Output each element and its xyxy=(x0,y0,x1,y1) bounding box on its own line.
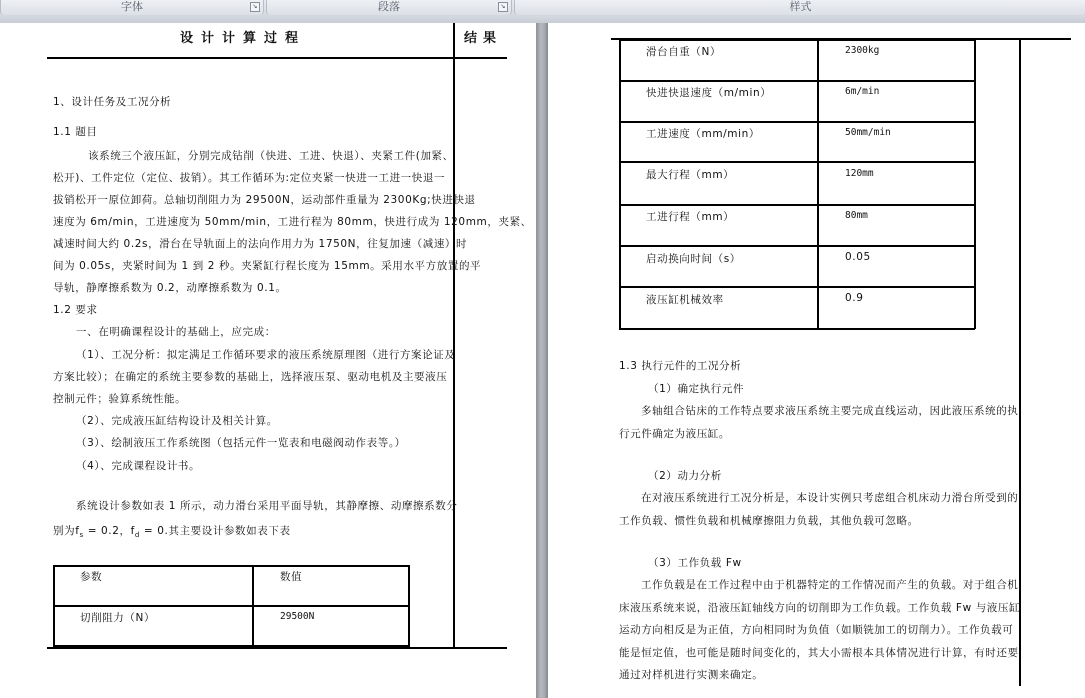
page-separator xyxy=(536,23,548,698)
table-cell-value: 6m/min xyxy=(845,86,880,97)
paragraph-line: 能是恒定值，也可能是随时间变化的，其大小需根本具体情况进行计算，有时还要 xyxy=(619,647,1019,659)
subsection-title: （2）动力分析 xyxy=(648,470,722,482)
table-cell-value: 2300kg xyxy=(845,45,880,56)
paragraph-line: 多轴组合钻床的工作特点要求液压系统主要完成直线运动，因此液压系统的执 xyxy=(641,405,1019,417)
table-header-value: 数值 xyxy=(280,571,303,583)
table-cell-value: 120mm xyxy=(845,168,874,179)
table-border xyxy=(619,121,975,123)
params-intro-formula xyxy=(53,523,291,539)
page-bottom-rule xyxy=(47,647,507,649)
paragraph-line: 运动方向相反是为正值，方向相同时为负值（如顺铣加工的切削力）。工作负载可 xyxy=(619,624,1014,636)
table-border xyxy=(619,328,975,330)
requirement-line: （3）、绘制液压工作系统图（包括元件一览表和电磁阀动作表等。） xyxy=(76,437,406,449)
paragraph-line: 拔销松开一原位卸荷。总轴切削阻力为 29500N，运动部件重量为 2300Kg;快进快退 xyxy=(53,194,476,206)
paragraph-line: 工作负载是在工作过程中由于机器特定的工作情况而产生的负载。对于组合机 xyxy=(641,579,1019,591)
subsection-title: （1）确定执行元件 xyxy=(648,383,745,395)
ribbon-group-font xyxy=(0,0,264,15)
result-column-divider xyxy=(453,23,455,648)
result-column-title: 结果 xyxy=(464,31,503,46)
table-border xyxy=(408,565,410,646)
fs-subscript: s xyxy=(79,531,84,540)
paragraph-line: 该系统三个液压缸，分别完成钻削（快进、工进、快退）、夹紧工件(加紧、 xyxy=(88,150,454,162)
table-border xyxy=(619,286,975,288)
table-cell-value: 29500N xyxy=(280,611,315,622)
process-column-title: 设计计算过程 xyxy=(180,31,307,46)
table-cell-param: 最大行程（mm） xyxy=(646,169,735,181)
requirement-line: 方案比较）；在确定的系统主要参数的基础上，选择液压泵、驱动电机及主要液压 xyxy=(53,371,448,383)
params-intro-line: 系统设计参数如表 1 所示，动力滑台采用平面导轨，其静摩擦、动摩擦系数分 xyxy=(76,500,458,512)
paragraph-line: 床液压系统来说，沿液压缸轴线方向的切削即为工作负载。工作负载 Fw 与液压缸 xyxy=(619,602,1021,614)
ribbon-group-styles-label: 样式 xyxy=(789,0,812,13)
font-dialog-launcher-icon[interactable]: ↘ xyxy=(250,2,260,12)
table-cell-value: 0.05 xyxy=(845,251,871,263)
formula-text: 别为f xyxy=(53,525,80,537)
table-border xyxy=(252,565,254,646)
requirement-line: （2）、完成液压缸结构设计及相关计算。 xyxy=(76,415,278,427)
subsection-title: （3）工作负载 Fw xyxy=(648,557,742,569)
ribbon-group-font-label: 字体 xyxy=(121,0,143,13)
ribbon-group-bar xyxy=(0,0,1085,17)
table-header-param: 参数 xyxy=(80,571,103,583)
paragraph-line: 松开)、工件定位（定位、拔销）。其工作循环为:定位夹紧一快进一工进一快退一 xyxy=(53,172,446,184)
document-page-left[interactable] xyxy=(0,23,536,698)
table-border xyxy=(619,204,975,206)
ribbon-group-paragraph-label: 段落 xyxy=(378,0,400,13)
table-cell-value: 50mm/min xyxy=(845,127,891,138)
table-cell-param: 滑台自重（N） xyxy=(646,46,722,58)
table-cell-value: 0.9 xyxy=(845,292,864,304)
paragraph-line: 通过对样机进行实测来确定。 xyxy=(619,669,764,681)
table-cell-param: 工进行程（mm） xyxy=(646,211,735,223)
paragraph-line: 工作负载、惯性负载和机械摩擦阻力负载，其他负载可忽略。 xyxy=(619,515,919,527)
table-cell-param: 切削阻力（N） xyxy=(80,612,156,624)
requirement-line: 一、在明确课程设计的基础上，应完成： xyxy=(76,326,276,338)
table-border xyxy=(53,565,55,646)
document-page-right[interactable] xyxy=(548,23,1085,698)
fd-subscript: d xyxy=(134,531,140,540)
table-border xyxy=(53,605,410,607)
paragraph-line: 速度为 6m/min，工进速度为 50mm/min，工进行程为 80mm，快进行成为 120mm，夹紧、 xyxy=(53,216,532,228)
paragraph-line: 在对液压系统进行工况分析是，本设计实例只考虑组合机床动力滑台所受到的 xyxy=(641,492,1019,504)
result-column-divider xyxy=(1019,38,1021,686)
header-divider xyxy=(47,57,507,59)
paragraph-line: 导轨，静摩擦系数为 0.2，动摩擦系数为 0.1。 xyxy=(53,282,287,294)
section-1-2-title: 1.2 要求 xyxy=(53,304,98,316)
paragraph-line: 减速时间大约 0.2s，滑台在导轨面上的法向作用力为 1750N，往复加速（减速）时 xyxy=(53,238,468,250)
paragraph-line: 间为 0.05s，夹紧时间为 1 到 2 秒。夹紧缸行程长度为 15mm。采用水平方放置的平 xyxy=(53,260,482,272)
section-1-1-title: 1.1 题目 xyxy=(53,126,98,138)
paragraph-dialog-launcher-icon[interactable]: ↘ xyxy=(498,2,508,12)
section-1-title: 1、设计任务及工况分析 xyxy=(53,96,172,108)
table-cell-param: 快进快退速度（m/min） xyxy=(646,87,772,99)
table-border xyxy=(53,565,410,567)
requirement-line: 控制元件；验算系统性能。 xyxy=(53,393,187,405)
table-cell-param: 启动换向时间（s） xyxy=(646,253,741,265)
section-1-3-title: 1.3 执行元件的工况分析 xyxy=(619,360,742,372)
formula-text: = 0.2，f xyxy=(83,525,135,537)
table-cell-param: 液压缸机械效率 xyxy=(646,294,724,306)
ribbon-bottom-edge xyxy=(0,16,1085,23)
table-border xyxy=(619,80,975,82)
paragraph-line: 行元件确定为液压缸。 xyxy=(619,428,730,440)
requirement-line: （4）、完成课程设计书。 xyxy=(76,460,201,472)
table-border xyxy=(619,245,975,247)
formula-text: = 0.其主要设计参数如表下表 xyxy=(139,525,291,537)
ribbon-group-styles xyxy=(514,0,1085,15)
table-border xyxy=(619,161,975,163)
requirement-line: （1）、工况分析：拟定满足工作循环要求的液压系统原理图（进行方案论证及 xyxy=(76,349,456,361)
table-cell-value: 80mm xyxy=(845,210,868,221)
table-border xyxy=(619,39,975,41)
table-cell-param: 工进速度（mm/min） xyxy=(646,128,760,140)
ribbon-group-paragraph xyxy=(266,0,512,15)
